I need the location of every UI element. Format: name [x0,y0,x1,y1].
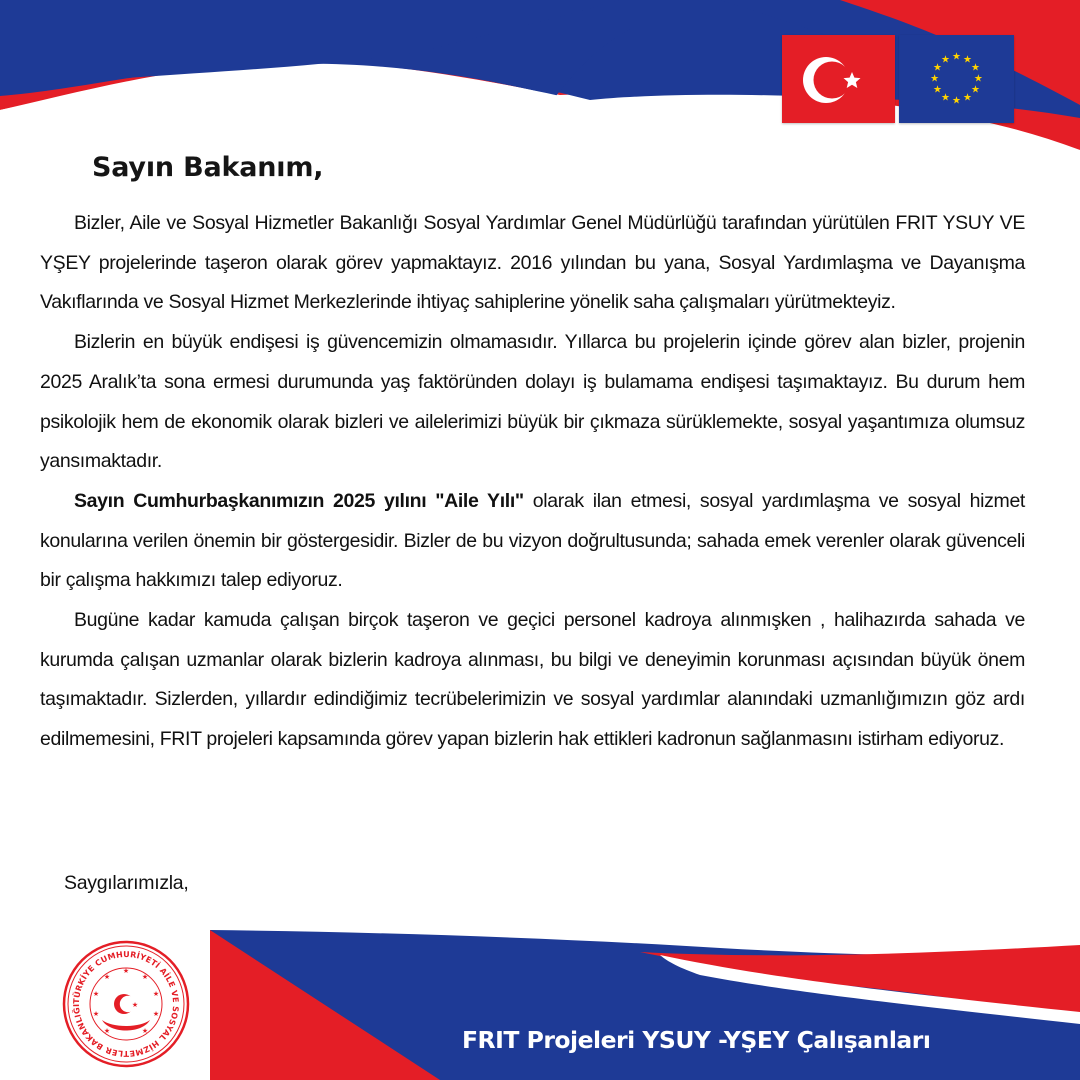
svg-text:★: ★ [971,84,980,96]
svg-text:★: ★ [92,990,100,998]
svg-text:★: ★ [122,967,130,975]
paragraph-1: Bizler, Aile ve Sosyal Hizmetler Bakanlığı Sosyal Yardımlar Genel Müdürlüğü tarafından yürütülen FRIT YSUY VE YŞEY projelerinde taşeron olarak görev yapmaktayız. 2016 yılından bu yana, Sosyal Yardımlaşma ve Dayanışma Vakıflarında ve Sosyal Hizmet Merkezlerinde ihtiyaç sahiplerine yönelik saha çalışmaları yürütmekteyiz. [40,212,1025,314]
svg-text:★: ★ [933,84,942,96]
letter-signoff: Saygılarımızla, [64,872,189,894]
svg-text:★: ★ [941,54,950,66]
svg-text:★: ★ [131,1001,139,1009]
paragraph-4: Bugüne kadar kamuda çalışan birçok taşeron ve geçici personel kadroya alınmışken , halihazırda sahada ve kurumda çalışan uzmanlar olarak bizlerin kadroya alınması, bu bilgi ve deneyimin korunması açısından büyük önem taşımaktadır. Sizlerden, yıllardır edindiğimiz tecrübelerimizin ve sosyal yardımlar alanındaki uzmanlığımızın göz ardı edilmemesini, FRIT projeleri kapsamında görev yapan bizlerin hak ettikleri kadronun sağlanmasını istirham ediyoruz. [40,609,1025,751]
svg-text:★: ★ [103,973,111,981]
svg-text:★: ★ [952,51,961,63]
ministry-seal-logo [62,940,190,1068]
svg-text:★: ★ [103,1027,111,1035]
svg-text:★: ★ [952,95,961,107]
svg-text:★: ★ [141,1027,149,1035]
seal-text: TÜRKİYE CUMHURİYETİ AİLE VE SOSYAL HİZMETLER BAKANLIĞI [71,949,181,1059]
svg-text:★: ★ [152,1010,160,1018]
svg-text:★: ★ [933,62,942,74]
svg-text:★: ★ [152,990,160,998]
paragraph-2: Bizlerin en büyük endişesi iş güvencemizin olmamasıdır. Yıllarca bu projelerin içinde görev alan bizler, projenin 2025 Aralık’ta sona ermesi durumunda yaş faktöründen dolayı iş bulamama endişesi taşımaktayız. Bu durum hem psikolojik hem de ekonomik olarak bizleri ve ailelerimizi büyük bir çıkmaza sürüklemekte, sosyal yaşantımıza olumsuz yansımaktadır. [40,331,1025,473]
svg-text:★: ★ [141,973,149,981]
svg-text:★: ★ [973,73,983,85]
svg-text:★: ★ [941,92,950,104]
paragraph-3-bold: Sayın Cumhurbaşkanımızın 2025 yılını "Aile Yılı" [74,489,524,512]
svg-text:★: ★ [963,92,972,104]
svg-text:★: ★ [930,73,940,85]
svg-text:★: ★ [971,62,980,74]
svg-text:★: ★ [963,54,972,66]
letter-greeting: Sayın Bakanım, [92,152,324,183]
footer-title: FRIT Projeleri YSUY -YŞEY Çalışanları [462,1026,931,1054]
svg-text:★: ★ [92,1010,100,1018]
paragraph-3-rest: olarak ilan etmesi, sosyal yardımlaşma ve sosyal hizmet konularına verilen önemin bir göstergesidir. Bizler de bu vizyon doğrultusunda; sahada emek verenler olarak güvenceli bir çalışma hakkımızı talep ediyoruz. [40,489,1026,592]
